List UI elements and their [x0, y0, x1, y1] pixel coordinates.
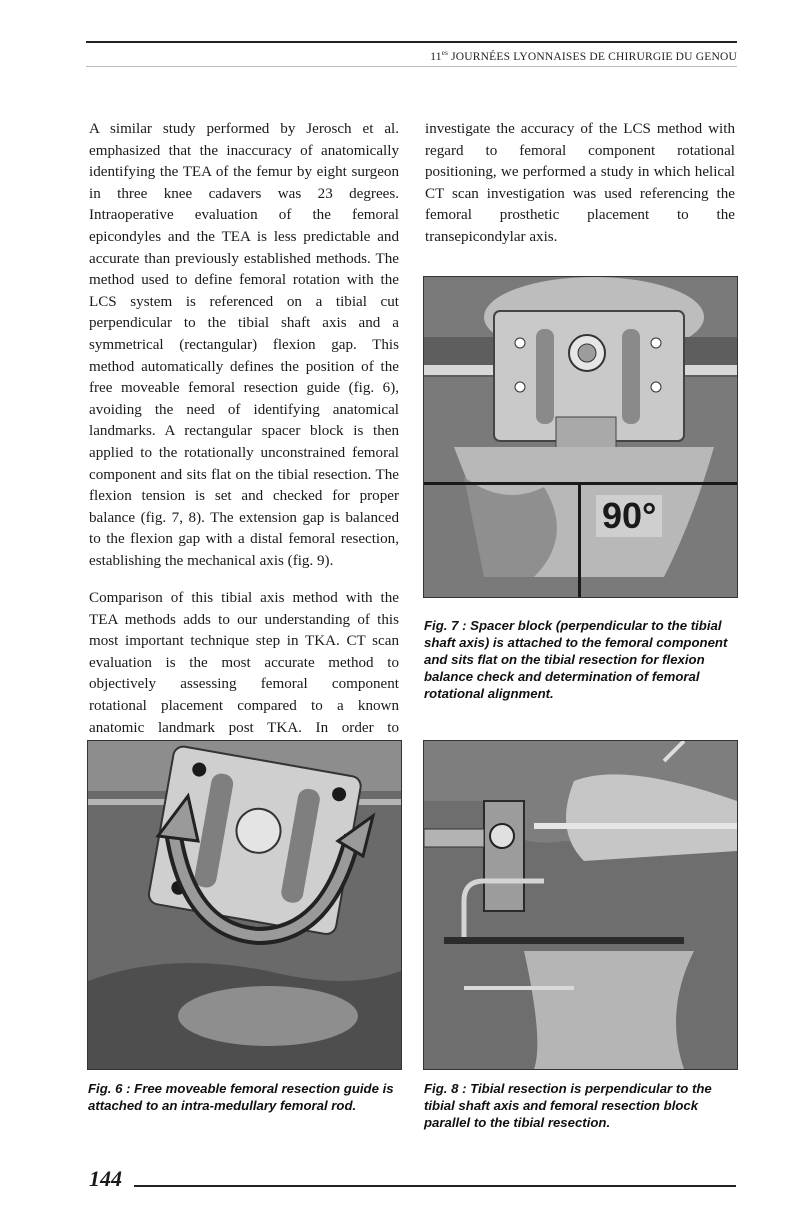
paragraph-1: A similar study performed by Jerosch et al. emphasized that the inaccuracy of anatomically identifying the TEA of the femur by eight surgeon in three knee cadavers was 23 degrees. Intraoperative evaluation of the femoral epicondyles and the TEA is less predictable and accurate than previously established methods. The method used to define femoral rotation with the LCS system is referenced on a tibial cut perpendicular to the tibial shaft axis and a symmetrical (rectangular) flexion gap. This method automatically defines the position of the free moveable femoral resection guide (fig. 6), avoiding the need of identifying anatomical landmarks. A rectangular spacer block is then applied to the rotationally unconstrained femoral component and sits flat on the tibial resection. The flexion tension is set and checked for proper balance (fig. 7, 8). The extension gap is balanced to the flexion gap with a distal femoral resection, establishing the mechanical axis (fig. 9).: [89, 121, 399, 569]
body-right-column: [425, 119, 735, 249]
page-number: 144: [89, 1166, 122, 1191]
figure-8-caption: Fig. 8 : Tibial resection is perpendicular to the tibial shaft axis and femoral resection block parallel to the tibial resection.: [424, 1081, 712, 1130]
running-head-title: JOURNÉES LYONNAISES DE CHIRURGIE DU GENOU: [448, 50, 737, 63]
footer-rule: [134, 1185, 736, 1187]
body-left-column-2: [89, 588, 399, 761]
figure-7-image: [423, 276, 738, 598]
figure-6-caption: Fig. 6 : Free moveable femoral resection guide is attached to an intra-medullary femoral rod.: [88, 1081, 394, 1113]
running-head-number: 11: [430, 50, 442, 63]
running-head: [430, 49, 737, 63]
header-subrule: [86, 66, 737, 67]
paragraph-3: investigate the accuracy of the LCS method with regard to femoral component rotational positioning, we performed a study in which helical CT scan investigation was used referencing the femoral prosthetic placement to the transepicondylar axis.: [425, 121, 735, 245]
figure-8-image: [423, 740, 738, 1070]
paragraph-2: Comparison of this tibial axis method with the TEA methods adds to our understanding of this most important technique step in TKA. CT scan evaluation is the most accurate method to objectively assessing femoral component rotational placement compared to a known anatomic landmark post TKA. In order to: [89, 590, 399, 736]
running-head-ordinal: es: [441, 49, 448, 57]
figure-6-image: [87, 740, 402, 1070]
body-left-column: [89, 119, 399, 572]
figure-7-caption: Fig. 7 : Spacer block (perpendicular to the tibial shaft axis) is attached to the femoral component and sits flat on the tibial resection for flexion balance check and determination of femoral rotational alignment.: [424, 618, 728, 701]
angle-label: 90°: [596, 495, 662, 537]
header-rule: [86, 41, 737, 43]
